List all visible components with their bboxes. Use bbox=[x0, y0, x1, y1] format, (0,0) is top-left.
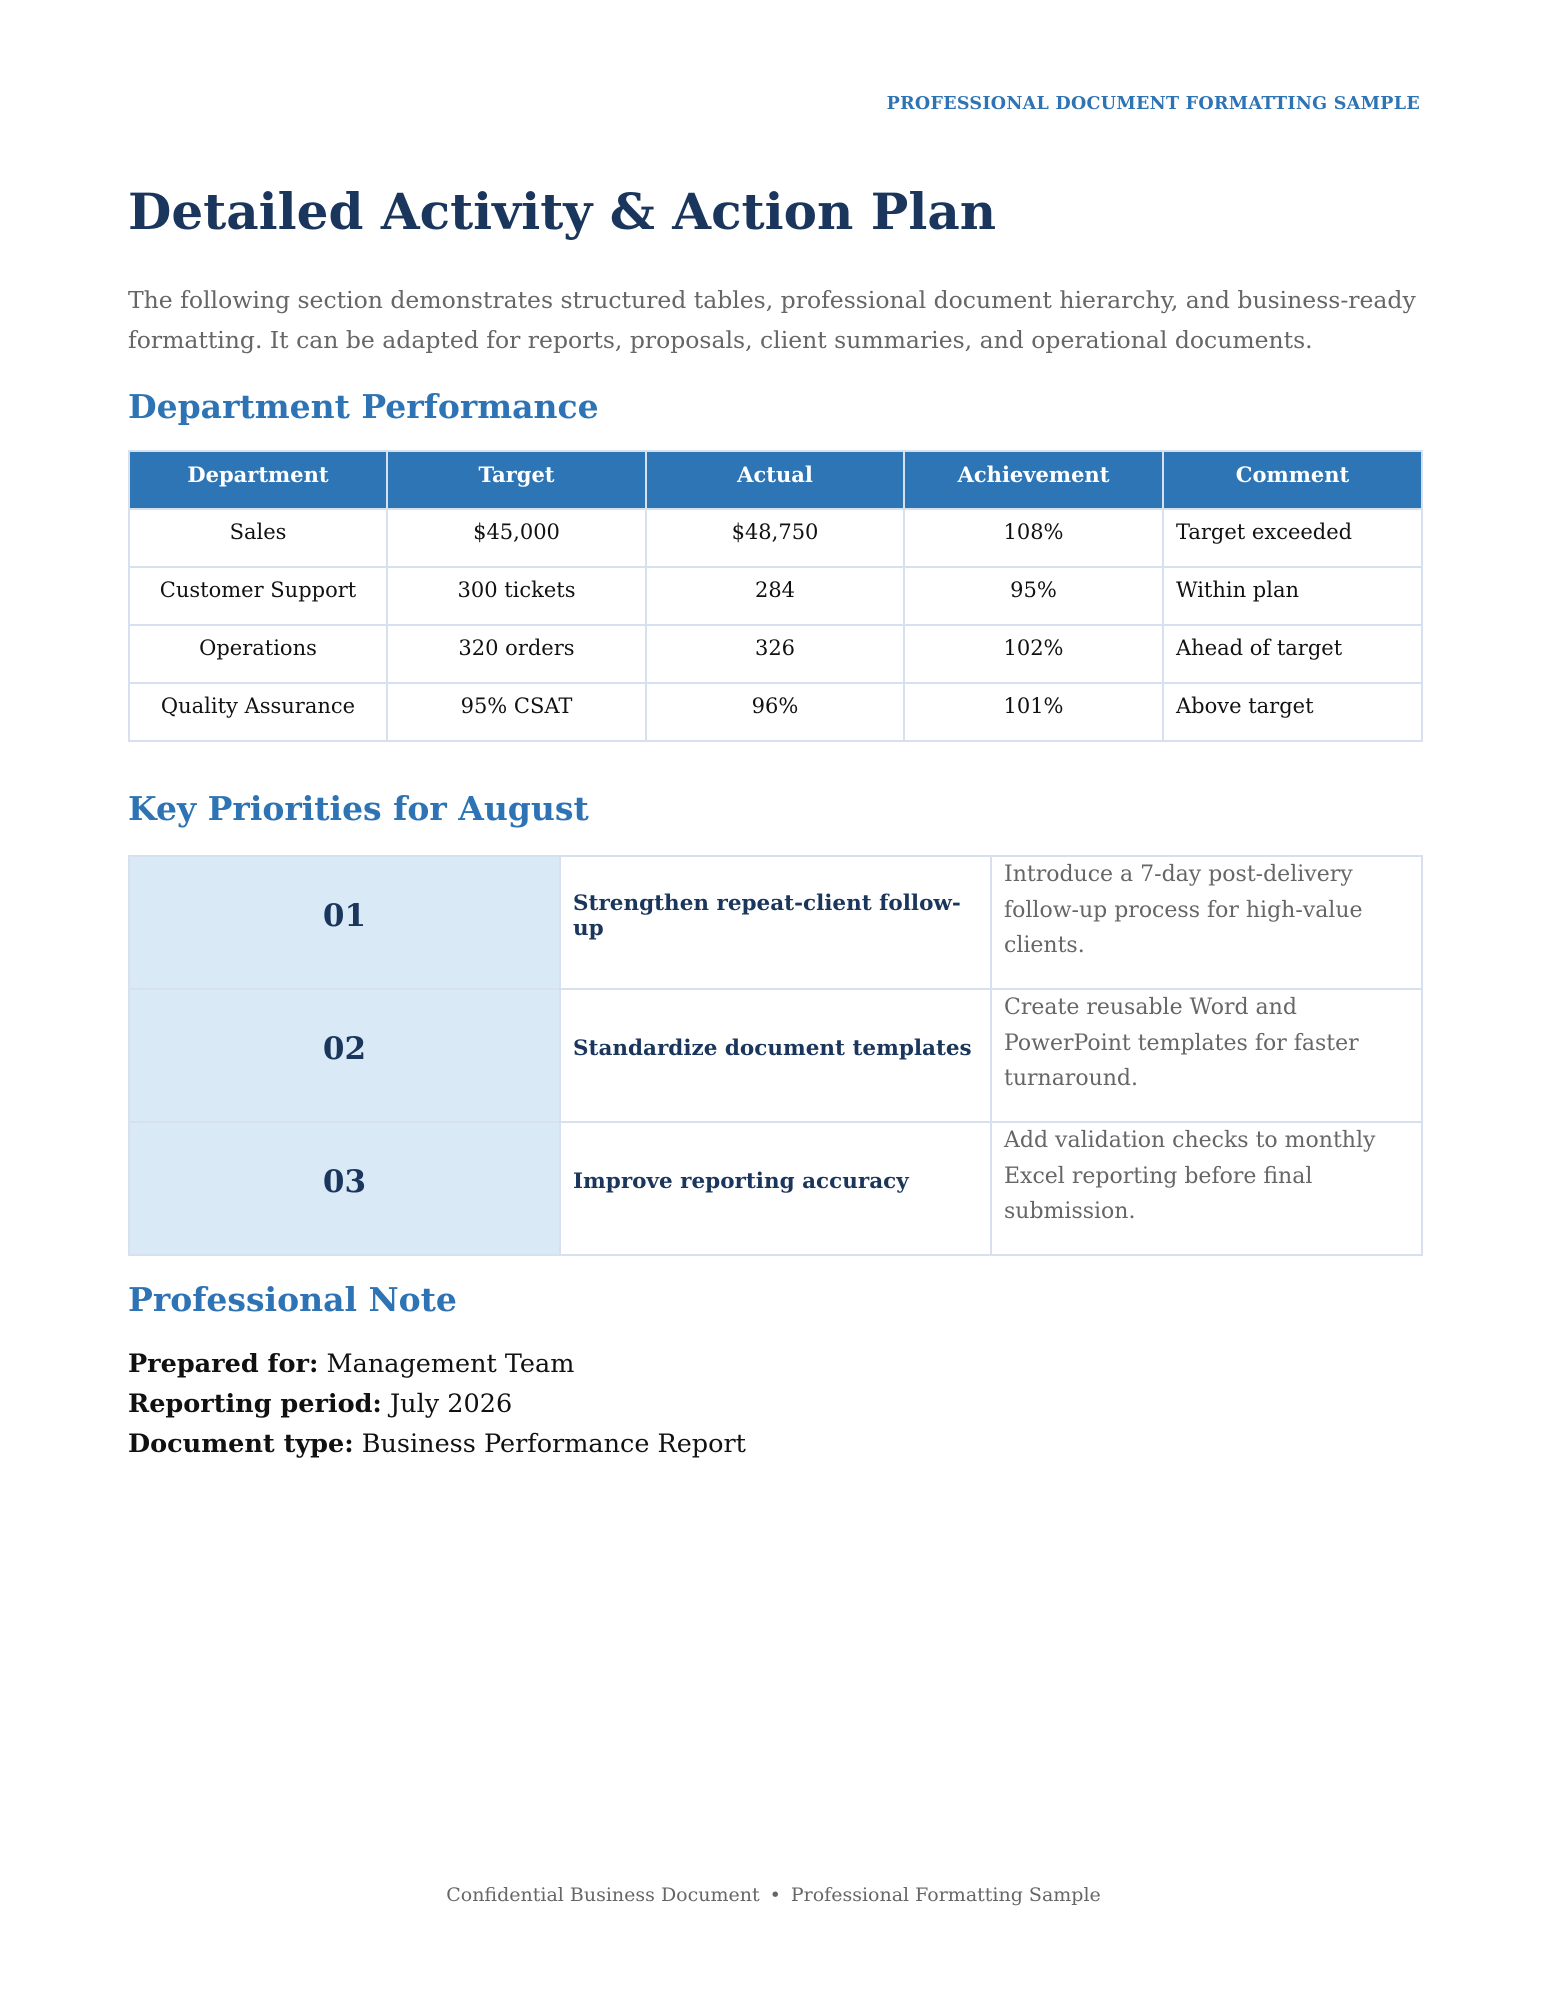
priority-description: Add validation checks to monthly Excel reporting before final submission. bbox=[991, 1122, 1422, 1255]
column-header: Actual bbox=[646, 451, 904, 509]
reporting-period-label: Reporting period: bbox=[128, 1389, 382, 1419]
department-cell: Customer Support bbox=[129, 567, 387, 625]
target-cell: 320 orders bbox=[387, 625, 646, 683]
prepared-for-label: Prepared for: bbox=[128, 1349, 319, 1379]
priority-description: Create reusable Word and PowerPoint templates for faster turnaround. bbox=[991, 989, 1422, 1122]
document-type-value: Business Performance Report bbox=[361, 1429, 746, 1459]
intro-paragraph: The following section demonstrates structured tables, professional document hierarchy, and business-ready formatting. It can be adapted for reports, proposals, client summaries, and operational documents. bbox=[128, 286, 1416, 354]
department-performance-heading: Department Performance bbox=[128, 387, 599, 426]
comment-cell: Above target bbox=[1163, 683, 1422, 741]
priority-title: Improve reporting accuracy bbox=[560, 1122, 991, 1255]
target-cell: $45,000 bbox=[387, 509, 646, 567]
prepared-for-value: Management Team bbox=[326, 1349, 575, 1379]
target-cell: 95% CSAT bbox=[387, 683, 646, 741]
table-row bbox=[129, 509, 1422, 567]
department-performance-table bbox=[128, 450, 1423, 742]
comment-cell: Within plan bbox=[1163, 567, 1422, 625]
reporting-period-value: July 2026 bbox=[389, 1389, 513, 1419]
target-cell: 300 tickets bbox=[387, 567, 646, 625]
actual-cell: $48,750 bbox=[646, 509, 904, 567]
table-row bbox=[129, 625, 1422, 683]
achievement-cell: 108% bbox=[904, 509, 1163, 567]
key-priorities-heading: Key Priorities for August bbox=[128, 789, 589, 828]
achievement-cell: 95% bbox=[904, 567, 1163, 625]
department-cell: Sales bbox=[129, 509, 387, 567]
professional-note-heading: Professional Note bbox=[128, 1280, 457, 1319]
table-row bbox=[129, 567, 1422, 625]
column-header: Target bbox=[387, 451, 646, 509]
priority-number: 03 bbox=[129, 1122, 560, 1255]
document-type-label: Document type: bbox=[128, 1429, 354, 1459]
page-title: Detailed Activity & Action Plan bbox=[128, 182, 997, 241]
table-row bbox=[129, 683, 1422, 741]
department-cell: Operations bbox=[129, 625, 387, 683]
note-details bbox=[128, 1344, 746, 1464]
priority-title: Strengthen repeat-client follow-up bbox=[560, 856, 991, 989]
column-header: Achievement bbox=[904, 451, 1163, 509]
footer-separator: • bbox=[769, 1884, 781, 1906]
priority-row bbox=[129, 989, 1422, 1122]
priority-number: 02 bbox=[129, 989, 560, 1122]
priority-description: Introduce a 7-day post-delivery follow-up process for high-value clients. bbox=[991, 856, 1422, 989]
prepared-for-line bbox=[128, 1344, 746, 1384]
priority-title: Standardize document templates bbox=[560, 989, 991, 1122]
priority-row bbox=[129, 856, 1422, 989]
achievement-cell: 101% bbox=[904, 683, 1163, 741]
reporting-period-line bbox=[128, 1384, 746, 1424]
document-type-line bbox=[128, 1424, 746, 1464]
actual-cell: 284 bbox=[646, 567, 904, 625]
column-header: Comment bbox=[1163, 451, 1422, 509]
actual-cell: 326 bbox=[646, 625, 904, 683]
footer-right-text: Professional Formatting Sample bbox=[790, 1884, 1101, 1906]
page-footer bbox=[0, 1884, 1547, 1906]
department-cell: Quality Assurance bbox=[129, 683, 387, 741]
table-header-row bbox=[129, 451, 1422, 509]
header-label: PROFESSIONAL DOCUMENT FORMATTING SAMPLE bbox=[886, 94, 1420, 114]
actual-cell: 96% bbox=[646, 683, 904, 741]
footer-left-text: Confidential Business Document bbox=[446, 1884, 760, 1906]
comment-cell: Target exceeded bbox=[1163, 509, 1422, 567]
achievement-cell: 102% bbox=[904, 625, 1163, 683]
priority-number: 01 bbox=[129, 856, 560, 989]
priorities-table bbox=[128, 855, 1423, 1256]
column-header: Department bbox=[129, 451, 387, 509]
priority-row bbox=[129, 1122, 1422, 1255]
comment-cell: Ahead of target bbox=[1163, 625, 1422, 683]
